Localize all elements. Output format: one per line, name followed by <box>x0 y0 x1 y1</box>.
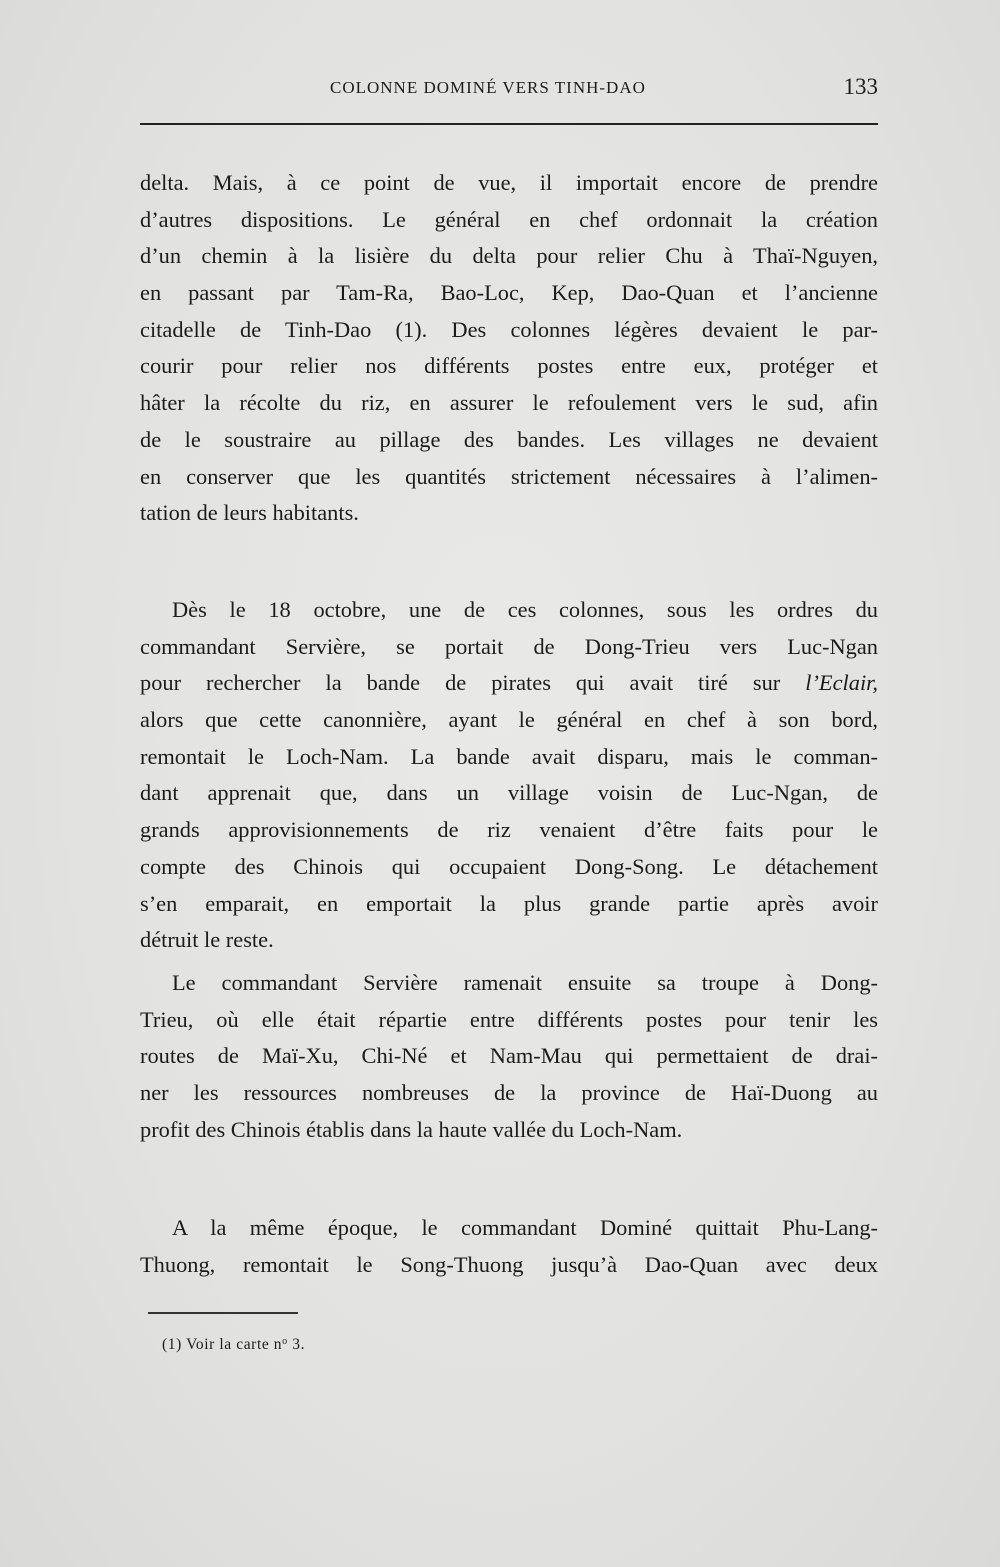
text-line: détruit le reste. <box>140 927 274 953</box>
paragraph-2 <box>140 592 878 959</box>
header-rule <box>140 123 878 125</box>
text-line: alors que cette canonnière, ayant le général en chef à son bord, <box>140 707 878 733</box>
footnote-rule <box>148 1312 298 1314</box>
text-line: hâter la récolte du riz, en assurer le refoulement vers le sud, afin <box>140 390 878 416</box>
text-line: tation de leurs habitants. <box>140 500 359 526</box>
text-line: grands approvisionnements de riz venaient d’être faits pour le <box>140 817 878 843</box>
text-line: profit des Chinois établis dans la haute vallée du Loch-Nam. <box>140 1116 683 1142</box>
text-line: A la même époque, le commandant Dominé quittait Phu-Lang- <box>172 1215 878 1240</box>
text-line: Le commandant Servière ramenait ensuite sa troupe à Dong- <box>172 970 878 995</box>
paragraph-4 <box>140 1210 878 1283</box>
page-header <box>140 76 878 106</box>
footnote-marker: (1) <box>162 1336 182 1353</box>
text-line: ner les ressources nombreuses de la province de Haï-Duong au <box>140 1080 878 1106</box>
text-line: en passant par Tam-Ra, Bao-Loc, Kep, Dao-Quan et l’ancienne <box>140 280 878 306</box>
text-line: s’en emparait, en emportait la plus grande partie après avoir <box>140 890 878 916</box>
text-line: de le soustraire au pillage des bandes. Les villages ne devaient <box>140 426 878 452</box>
text-line: routes de Maï-Xu, Chi-Né et Nam-Mau qui permettaient de drai- <box>140 1043 878 1069</box>
paragraph-3 <box>140 965 878 1148</box>
text-line: dant apprenait que, dans un village voisin de Luc-Ngan, de <box>140 780 878 806</box>
text-line: d’un chemin à la lisière du delta pour relier Chu à Thaï-Nguyen, <box>140 243 878 269</box>
footnote-text: Voir la carte n <box>186 1336 283 1353</box>
page-number: 133 <box>843 74 878 99</box>
running-head: COLONNE DOMINÉ VERS TINH-DAO <box>330 78 646 97</box>
text-line: remontait le Loch-Nam. La bande avait disparu, mais le comman- <box>140 743 878 769</box>
italic-ship-name: l’Eclair, <box>805 670 878 696</box>
footnote <box>162 1336 305 1354</box>
text-line: Dès le 18 octobre, une de ces colonnes, sous les ordres du <box>172 597 878 622</box>
text-line: compte des Chinois qui occupaient Dong-Song. Le détachement <box>140 853 878 879</box>
text-line-with-italic <box>140 665 878 702</box>
text-line: d’autres dispositions. Le général en chef ordonnait la création <box>140 206 878 232</box>
text-line: Trieu, où elle était répartie entre différents postes pour tenir les <box>140 1006 878 1032</box>
footnote-text-end: 3. <box>287 1336 306 1353</box>
text-line: commandant Servière, se portait de Dong-Trieu vers Luc-Ngan <box>140 633 878 659</box>
text-line: Thuong, remontait le Song-Thuong jusqu’à Dao-Quan avec deux <box>140 1251 878 1277</box>
paragraph-1 <box>140 165 878 532</box>
text-line: delta. Mais, à ce point de vue, il importait encore de prendre <box>140 170 878 195</box>
text-line: courir pour relier nos différents postes entre eux, protéger et <box>140 353 878 379</box>
footnote-superscript: o <box>282 1336 288 1347</box>
text-segment: pour rechercher la bande de pirates qui avait tiré sur <box>140 670 806 696</box>
text-line: citadelle de Tinh-Dao (1). Des colonnes légères devaient le par- <box>140 316 878 342</box>
text-line: en conserver que les quantités strictement nécessaires à l’alimen- <box>140 463 878 489</box>
